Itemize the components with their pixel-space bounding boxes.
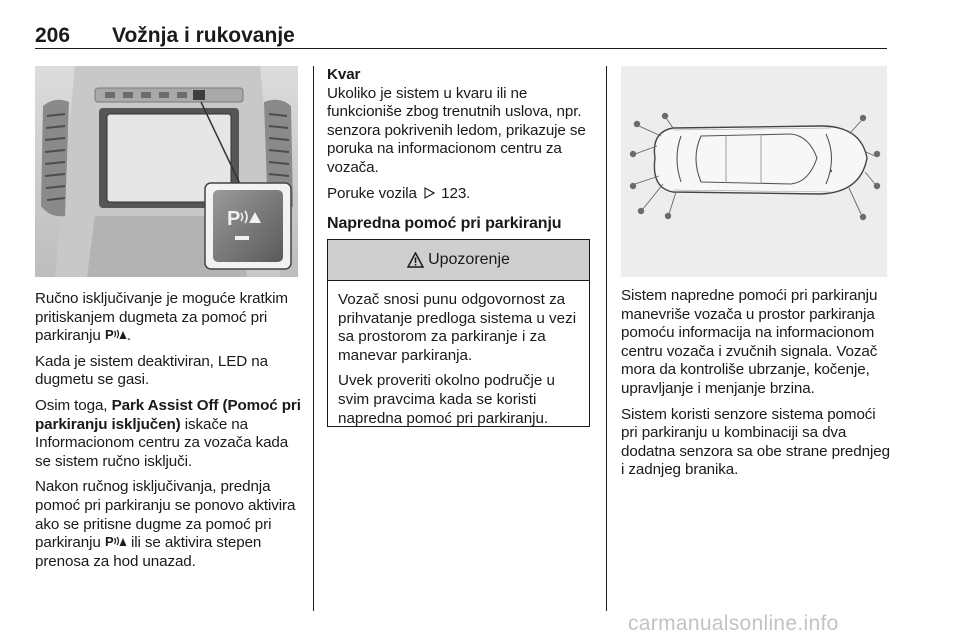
section-title: Vožnja i rukovanje — [112, 24, 295, 47]
svg-text:P: P — [227, 208, 241, 230]
column-middle — [327, 66, 595, 245]
manual-off-paragraph: Ručno isključivanje je moguće kratkim pritiskanjem dugmeta za pomoć pri parkiranju P . — [35, 290, 288, 345]
warning-title: Upozorenje — [428, 251, 510, 268]
led-paragraph: Kada je sistem deaktiviran, LED na dugmetu se gasi. — [35, 352, 268, 389]
column-divider-right — [606, 66, 607, 611]
svg-text:P: P — [104, 327, 114, 342]
heading-advanced-park-assist: Napredna pomoć pri parkiranju — [327, 215, 562, 233]
car-sensors-illustration — [621, 66, 887, 277]
message-paragraph: Osim toga, Park Assist Off (Pomoć pri parkiranju isključen) iskače na Informacionom centru za vozača kada se sistem ručno isključi. — [35, 396, 301, 470]
dashboard-button-illustration — [35, 66, 298, 277]
watermark: carmanualsonline.info — [628, 612, 839, 635]
park-assist-off-message: Park Assist Off (Pomoć pri parkiranju isključen) — [35, 396, 301, 433]
warning-body — [328, 281, 589, 428]
vehicle-messages-reference: Poruke vozila 123. — [327, 184, 471, 202]
park-assist-icon — [105, 534, 127, 548]
page-header — [35, 20, 887, 50]
system-description-paragraph: Sistem napredne pomoći pri parkiranju manevriše vozača u prostor parkiranja pomoću informacija na informacionom centru vozača i zvučnih signala. Vozač mora da kontroliše ubrzanje, kočenje, upravljanje i menjanje brzina. — [621, 287, 878, 397]
page-number: 206 — [35, 24, 71, 47]
warning-paragraph-check-surroundings: Uvek proveriti okolno područje u svim pravcima kada se koristi napredna pomoć pri parkiranju. — [338, 372, 555, 427]
column-divider-left — [313, 66, 314, 611]
reactivation-paragraph: Nakon ručnog isključivanja, prednja pomoć pri parkiranju se ponovo aktivira ako se pritisne dugme za pomoć pri parkiranju P ili se aktivira stepen prenosa za hod unazad. — [35, 478, 296, 570]
warning-paragraph-responsibility: Vozač snosi punu odgovornost za prihvatanje predloga sistema u vezi sa prostorom za parkiranje i za manevar parkiranja. — [338, 291, 577, 364]
warning-box — [327, 239, 590, 427]
park-assist-icon — [105, 327, 127, 341]
svg-text:P: P — [104, 534, 114, 549]
sensors-description-paragraph: Sistem koristi senzore sistema pomoći pri parkiranju u kombinaciji sa dva dodatna senzora sa obe strane prednjeg i zadnjeg branika. — [621, 405, 890, 479]
column-right — [621, 287, 891, 487]
warning-triangle-icon — [407, 252, 424, 268]
page-reference-triangle-icon — [423, 187, 435, 199]
heading-kvar: Kvar — [327, 66, 361, 83]
header-rule — [35, 48, 887, 49]
warning-header — [328, 240, 589, 281]
fault-paragraph: Ukoliko je sistem u kvaru ili ne funkcioniše zbog trenutnih uslova, npr. senzora pokrivenih ledom, prikazuje se poruka na informacionom centru za vozača. — [327, 84, 586, 176]
column-left — [35, 290, 305, 578]
